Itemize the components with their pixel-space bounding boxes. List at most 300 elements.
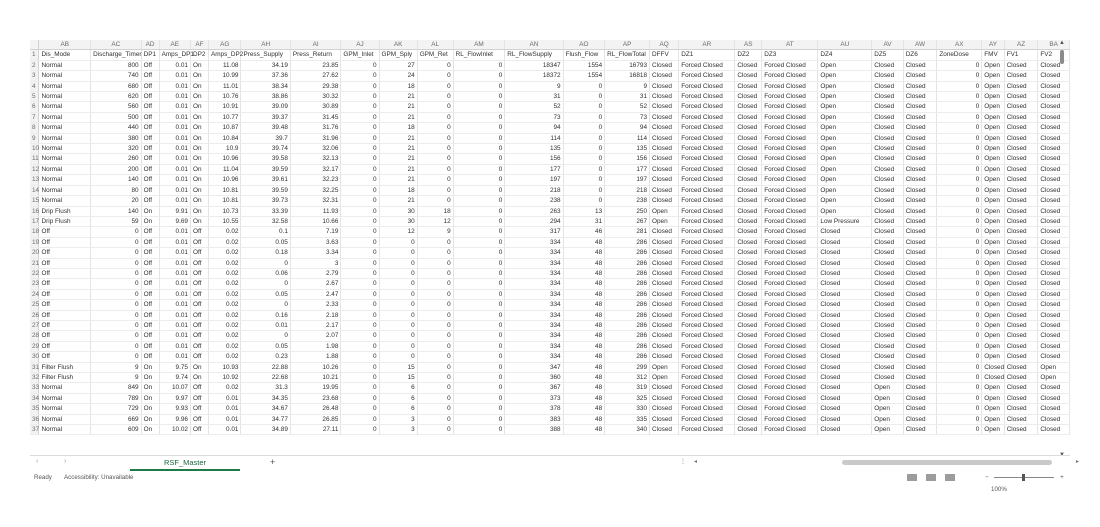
table-cell[interactable]: Closed	[903, 185, 937, 195]
table-cell[interactable]: On	[190, 216, 208, 226]
table-cell[interactable]: 383	[505, 414, 563, 424]
table-cell[interactable]: Closed	[872, 123, 903, 133]
table-cell[interactable]: 21	[379, 154, 417, 164]
table-cell[interactable]: Closed	[872, 71, 903, 81]
table-cell[interactable]: 0.02	[208, 268, 241, 278]
table-cell[interactable]: Off	[141, 81, 159, 91]
table-cell[interactable]: 48	[563, 341, 605, 351]
table-cell[interactable]: 0	[563, 81, 605, 91]
table-cell[interactable]: Forced Closed	[679, 300, 735, 310]
table-cell[interactable]: 0	[937, 185, 982, 195]
table-cell[interactable]: 0	[417, 92, 453, 102]
table-cell[interactable]: 0	[341, 248, 379, 258]
row-number[interactable]: 22	[32, 269, 40, 277]
table-cell[interactable]: 0	[341, 331, 379, 341]
table-cell[interactable]: On	[190, 81, 208, 91]
table-cell[interactable]: 11.93	[290, 206, 341, 216]
table-cell[interactable]: 31.45	[290, 112, 341, 122]
table-cell[interactable]: Closed	[735, 144, 762, 154]
table-cell[interactable]: Closed	[735, 300, 762, 310]
table-cell[interactable]: 9.69	[159, 216, 190, 226]
more-options-icon[interactable]: ⋮	[680, 459, 686, 465]
table-cell[interactable]: On	[190, 185, 208, 195]
table-cell[interactable]: Closed	[818, 373, 872, 383]
table-cell[interactable]: Closed	[818, 404, 872, 414]
table-cell[interactable]: Closed	[903, 154, 937, 164]
table-cell[interactable]: 0	[453, 102, 505, 112]
column-header-cell[interactable]: DZ2	[735, 50, 762, 60]
table-cell[interactable]: 0	[453, 352, 505, 362]
table-cell[interactable]: 0	[379, 331, 417, 341]
table-cell[interactable]: 0	[937, 133, 982, 143]
table-cell[interactable]: 0	[417, 196, 453, 206]
table-cell[interactable]: Closed	[818, 331, 872, 341]
table-cell[interactable]: 94	[505, 123, 563, 133]
table-cell[interactable]: 0	[379, 300, 417, 310]
scroll-left-icon[interactable]: ◂	[694, 459, 698, 465]
table-cell[interactable]: Closed	[872, 279, 903, 289]
table-cell[interactable]: 0.18	[241, 248, 290, 258]
column-letter[interactable]: AN	[505, 40, 563, 50]
column-header-cell[interactable]: FMV	[982, 50, 1004, 60]
table-cell[interactable]: Closed	[735, 206, 762, 216]
scroll-right-icon[interactable]: ▸	[1076, 459, 1080, 465]
table-cell[interactable]: 0	[563, 185, 605, 195]
table-cell[interactable]: Closed	[650, 248, 679, 258]
table-cell[interactable]: 0	[453, 123, 505, 133]
table-cell[interactable]: 0	[453, 268, 505, 278]
table-cell[interactable]: Off	[190, 300, 208, 310]
table-cell[interactable]: 0	[379, 248, 417, 258]
table-cell[interactable]: Closed	[1004, 60, 1038, 70]
table-cell[interactable]: On	[141, 362, 159, 372]
column-header-cell[interactable]: RL_FlowSupply	[505, 50, 563, 60]
column-letter[interactable]: AH	[241, 40, 290, 50]
table-cell[interactable]: Closed	[1004, 414, 1038, 424]
table-cell[interactable]: 0	[453, 196, 505, 206]
table-cell[interactable]: Closed	[872, 289, 903, 299]
table-cell[interactable]: 0	[417, 279, 453, 289]
table-cell[interactable]: Open	[982, 268, 1004, 278]
row-number[interactable]: 4	[30, 81, 39, 91]
table-cell[interactable]: 59	[91, 216, 142, 226]
table-cell[interactable]: 0.05	[241, 341, 290, 351]
table-cell[interactable]: 0.16	[241, 310, 290, 320]
column-header-cell[interactable]: Press_Return	[290, 50, 341, 60]
table-cell[interactable]: 0	[453, 258, 505, 268]
table-cell[interactable]: 177	[505, 164, 563, 174]
row-number[interactable]: 29	[32, 342, 40, 350]
table-cell[interactable]: 0	[417, 362, 453, 372]
table-cell[interactable]: 0.01	[208, 404, 241, 414]
table-cell[interactable]: 0	[417, 352, 453, 362]
table-cell[interactable]: 0.01	[159, 248, 190, 258]
table-cell[interactable]: Off	[39, 268, 91, 278]
table-cell[interactable]: Open	[818, 206, 872, 216]
table-cell[interactable]: Closed	[1004, 71, 1038, 81]
table-cell[interactable]: Forced Closed	[762, 331, 818, 341]
table-cell[interactable]: Closed	[735, 320, 762, 330]
table-cell[interactable]: 0.01	[159, 279, 190, 289]
table-cell[interactable]: 340	[605, 425, 650, 435]
table-cell[interactable]: 0.01	[208, 425, 241, 435]
table-cell[interactable]: 48	[563, 352, 605, 362]
table-cell[interactable]: Open	[982, 352, 1004, 362]
table-cell[interactable]: Open	[872, 393, 903, 403]
table-cell[interactable]: Forced Closed	[679, 175, 735, 185]
table-cell[interactable]: 31.96	[290, 133, 341, 143]
table-cell[interactable]: Off	[39, 320, 91, 330]
table-cell[interactable]: Closed	[1004, 112, 1038, 122]
table-cell[interactable]: On	[190, 154, 208, 164]
table-cell[interactable]: 0.01	[159, 310, 190, 320]
table-cell[interactable]: 0	[563, 123, 605, 133]
table-cell[interactable]: 9.74	[159, 373, 190, 383]
table-cell[interactable]: 18	[379, 123, 417, 133]
table-cell[interactable]: 10.77	[208, 112, 241, 122]
table-cell[interactable]: Closed	[650, 310, 679, 320]
table-cell[interactable]: 334	[505, 289, 563, 299]
table-cell[interactable]: Closed	[1004, 404, 1038, 414]
table-cell[interactable]: 238	[505, 196, 563, 206]
table-cell[interactable]: Forced Closed	[679, 164, 735, 174]
table-cell[interactable]: Off	[190, 414, 208, 424]
table-cell[interactable]: Closed	[872, 373, 903, 383]
table-cell[interactable]: 238	[605, 196, 650, 206]
table-cell[interactable]: Closed	[903, 248, 937, 258]
table-cell[interactable]: Forced Closed	[679, 320, 735, 330]
table-cell[interactable]: 0	[937, 300, 982, 310]
table-cell[interactable]: Closed	[903, 216, 937, 226]
table-cell[interactable]: Closed	[903, 227, 937, 237]
table-cell[interactable]: 0.01	[159, 60, 190, 70]
table-cell[interactable]: Closed	[1038, 352, 1070, 362]
table-cell[interactable]: Closed	[1038, 227, 1070, 237]
table-cell[interactable]: 0.02	[208, 310, 241, 320]
table-cell[interactable]: 11.04	[208, 164, 241, 174]
table-cell[interactable]: Forced Closed	[762, 404, 818, 414]
table-cell[interactable]: Closed	[735, 331, 762, 341]
table-cell[interactable]: Closed	[735, 258, 762, 268]
table-cell[interactable]: 0	[937, 81, 982, 91]
table-cell[interactable]: 10.02	[159, 425, 190, 435]
table-cell[interactable]: Off	[190, 404, 208, 414]
table-cell[interactable]: 334	[505, 310, 563, 320]
table-cell[interactable]: Closed	[650, 154, 679, 164]
table-cell[interactable]: 0	[417, 60, 453, 70]
table-cell[interactable]: 0	[379, 268, 417, 278]
table-cell[interactable]: On	[141, 373, 159, 383]
table-cell[interactable]: Open	[982, 175, 1004, 185]
table-cell[interactable]: 9	[417, 227, 453, 237]
row-number[interactable]: 2	[30, 60, 39, 70]
table-cell[interactable]: Closed	[1038, 175, 1070, 185]
table-cell[interactable]: Forced Closed	[679, 279, 735, 289]
table-cell[interactable]: 680	[91, 81, 142, 91]
column-header-cell[interactable]: RL_FlowTotal	[605, 50, 650, 60]
column-header-cell[interactable]: FV2	[1038, 50, 1070, 60]
table-cell[interactable]: 0	[341, 60, 379, 70]
table-cell[interactable]: Open	[982, 196, 1004, 206]
column-letter[interactable]: AJ	[341, 40, 379, 50]
table-cell[interactable]: 0.05	[241, 237, 290, 247]
table-cell[interactable]: 135	[505, 144, 563, 154]
table-cell[interactable]: 0	[417, 175, 453, 185]
table-cell[interactable]: 27	[379, 60, 417, 70]
table-cell[interactable]: 789	[91, 393, 142, 403]
table-cell[interactable]: 1554	[563, 71, 605, 81]
table-cell[interactable]: Closed	[872, 196, 903, 206]
horizontal-scrollbar[interactable]	[842, 460, 1052, 465]
column-letter[interactable]: AC	[91, 40, 142, 50]
table-cell[interactable]: Off	[190, 248, 208, 258]
spreadsheet-grid[interactable]	[30, 40, 1070, 435]
table-cell[interactable]: Forced Closed	[762, 206, 818, 216]
table-cell[interactable]: Open	[818, 154, 872, 164]
table-cell[interactable]: Closed	[735, 227, 762, 237]
row-number[interactable]: 24	[32, 290, 40, 298]
table-cell[interactable]: Normal	[39, 81, 91, 91]
table-cell[interactable]: Normal	[39, 185, 91, 195]
table-cell[interactable]: 0.01	[159, 175, 190, 185]
table-cell[interactable]: 177	[605, 164, 650, 174]
table-cell[interactable]: Forced Closed	[762, 300, 818, 310]
table-cell[interactable]: Closed	[903, 144, 937, 154]
table-cell[interactable]: Off	[141, 310, 159, 320]
table-cell[interactable]: Forced Closed	[679, 196, 735, 206]
table-cell[interactable]: 0	[379, 258, 417, 268]
table-cell[interactable]: Closed	[1004, 310, 1038, 320]
scroll-up-icon[interactable]: ▲	[1059, 40, 1065, 46]
next-sheet-icon[interactable]: ›	[64, 458, 67, 465]
table-cell[interactable]: Closed	[1004, 144, 1038, 154]
table-cell[interactable]: 2.47	[290, 289, 341, 299]
table-cell[interactable]: Closed	[1038, 164, 1070, 174]
table-cell[interactable]: Forced Closed	[679, 373, 735, 383]
table-cell[interactable]: 0	[91, 279, 142, 289]
table-cell[interactable]: 48	[563, 320, 605, 330]
table-cell[interactable]: Off	[39, 258, 91, 268]
column-header-cell[interactable]: GPM_Inlet	[341, 50, 379, 60]
table-cell[interactable]: Off	[141, 102, 159, 112]
table-cell[interactable]: 18347	[505, 60, 563, 70]
table-cell[interactable]: 0	[91, 268, 142, 278]
table-cell[interactable]: Normal	[39, 144, 91, 154]
table-cell[interactable]: 286	[605, 258, 650, 268]
table-cell[interactable]: 2.17	[290, 320, 341, 330]
table-cell[interactable]: Closed	[903, 331, 937, 341]
table-cell[interactable]: 52	[505, 102, 563, 112]
table-cell[interactable]: 39.74	[241, 144, 290, 154]
table-cell[interactable]: Off	[141, 185, 159, 195]
table-cell[interactable]: Closed	[1038, 92, 1070, 102]
table-cell[interactable]: 15	[379, 373, 417, 383]
table-cell[interactable]: Closed	[1004, 154, 1038, 164]
row-number[interactable]: 25	[32, 301, 40, 309]
table-cell[interactable]: 31	[505, 92, 563, 102]
table-cell[interactable]: 380	[91, 133, 142, 143]
table-cell[interactable]: 10.87	[208, 123, 241, 133]
table-cell[interactable]: Forced Closed	[762, 352, 818, 362]
table-cell[interactable]: Open	[982, 71, 1004, 81]
table-cell[interactable]: 0	[417, 414, 453, 424]
table-cell[interactable]: 0	[563, 196, 605, 206]
table-cell[interactable]: On	[190, 123, 208, 133]
table-cell[interactable]: Closed	[872, 92, 903, 102]
table-cell[interactable]: Closed	[1038, 102, 1070, 112]
table-cell[interactable]: Forced Closed	[679, 60, 735, 70]
table-cell[interactable]: Open	[818, 112, 872, 122]
table-cell[interactable]: 0.01	[159, 352, 190, 362]
table-cell[interactable]: 22.88	[241, 362, 290, 372]
table-cell[interactable]: 0	[453, 393, 505, 403]
zoom-slider[interactable]	[994, 477, 1054, 478]
table-cell[interactable]: Closed	[1004, 268, 1038, 278]
table-cell[interactable]: Closed	[1038, 320, 1070, 330]
table-cell[interactable]: Closed	[818, 362, 872, 372]
table-cell[interactable]: 21	[379, 164, 417, 174]
table-cell[interactable]: 34.35	[241, 393, 290, 403]
column-header-cell[interactable]: Flush_Flow	[563, 50, 605, 60]
table-cell[interactable]: Closed	[650, 352, 679, 362]
table-cell[interactable]: 218	[605, 185, 650, 195]
table-cell[interactable]: 0.02	[208, 383, 241, 393]
table-cell[interactable]: 9.93	[159, 404, 190, 414]
table-cell[interactable]: 286	[605, 268, 650, 278]
table-cell[interactable]: 10.81	[208, 185, 241, 195]
table-cell[interactable]: 32.31	[290, 196, 341, 206]
table-cell[interactable]: 48	[563, 279, 605, 289]
table-cell[interactable]: 10.93	[208, 362, 241, 372]
table-cell[interactable]: 0	[937, 227, 982, 237]
table-cell[interactable]: 0	[341, 71, 379, 81]
table-cell[interactable]: Closed	[1004, 248, 1038, 258]
table-cell[interactable]: 0.23	[241, 352, 290, 362]
table-cell[interactable]: Closed	[735, 154, 762, 164]
table-cell[interactable]: 0	[341, 300, 379, 310]
table-cell[interactable]: Closed	[903, 133, 937, 143]
table-cell[interactable]: 0	[417, 289, 453, 299]
column-header-cell[interactable]: DFFV	[650, 50, 679, 60]
table-cell[interactable]: 114	[605, 133, 650, 143]
table-cell[interactable]: 156	[505, 154, 563, 164]
prev-sheet-icon[interactable]: ‹	[36, 458, 39, 465]
table-cell[interactable]: Closed	[818, 258, 872, 268]
table-cell[interactable]: Off	[141, 341, 159, 351]
table-cell[interactable]: Closed	[1004, 289, 1038, 299]
table-cell[interactable]: 0	[453, 414, 505, 424]
table-cell[interactable]: Normal	[39, 123, 91, 133]
table-cell[interactable]: 7.19	[290, 227, 341, 237]
table-cell[interactable]: 0.02	[208, 237, 241, 247]
table-cell[interactable]: Forced Closed	[679, 112, 735, 122]
table-cell[interactable]: Closed	[1038, 383, 1070, 393]
table-cell[interactable]: 0	[563, 102, 605, 112]
table-cell[interactable]: 334	[505, 237, 563, 247]
column-header-cell[interactable]: DZ5	[872, 50, 903, 60]
table-cell[interactable]: 0.01	[208, 414, 241, 424]
table-cell[interactable]: 0	[341, 92, 379, 102]
table-cell[interactable]: 2.79	[290, 268, 341, 278]
row-number[interactable]: 36	[32, 415, 40, 423]
table-cell[interactable]: 0	[453, 310, 505, 320]
table-cell[interactable]: 6	[379, 393, 417, 403]
table-cell[interactable]: Open	[982, 216, 1004, 226]
table-cell[interactable]: Forced Closed	[679, 310, 735, 320]
table-cell[interactable]: Closed	[1004, 227, 1038, 237]
table-cell[interactable]: On	[141, 404, 159, 414]
table-cell[interactable]: 0	[453, 216, 505, 226]
table-cell[interactable]: 10.99	[208, 71, 241, 81]
row-number[interactable]: 31	[32, 363, 40, 371]
table-cell[interactable]: 0	[341, 206, 379, 216]
table-cell[interactable]: Forced Closed	[762, 248, 818, 258]
table-cell[interactable]: 0	[563, 175, 605, 185]
table-cell[interactable]: 281	[605, 227, 650, 237]
table-cell[interactable]: Closed	[982, 373, 1004, 383]
table-cell[interactable]: Closed	[650, 102, 679, 112]
table-cell[interactable]: Closed	[735, 383, 762, 393]
data-table[interactable]	[30, 40, 1070, 435]
table-cell[interactable]: Closed	[903, 279, 937, 289]
table-cell[interactable]: Closed	[735, 425, 762, 435]
table-cell[interactable]: 0	[417, 320, 453, 330]
table-cell[interactable]: 21	[379, 102, 417, 112]
table-cell[interactable]: Closed	[872, 185, 903, 195]
table-cell[interactable]: 0	[341, 81, 379, 91]
table-cell[interactable]: Off	[141, 258, 159, 268]
row-number[interactable]: 11	[32, 155, 39, 163]
table-cell[interactable]: 0	[379, 341, 417, 351]
table-cell[interactable]: Closed	[818, 393, 872, 403]
table-cell[interactable]: 33.39	[241, 206, 290, 216]
table-cell[interactable]: Closed	[1038, 216, 1070, 226]
table-cell[interactable]: 80	[91, 185, 142, 195]
table-cell[interactable]: Forced Closed	[762, 425, 818, 435]
table-cell[interactable]: 0	[453, 206, 505, 216]
table-cell[interactable]: Open	[1038, 362, 1070, 372]
table-cell[interactable]: Off	[141, 331, 159, 341]
table-cell[interactable]: Forced Closed	[679, 102, 735, 112]
table-cell[interactable]: 218	[505, 185, 563, 195]
table-cell[interactable]: Closed	[903, 60, 937, 70]
row-number[interactable]: 12	[32, 165, 40, 173]
table-cell[interactable]: Closed	[735, 81, 762, 91]
table-cell[interactable]: 0.02	[208, 320, 241, 330]
table-cell[interactable]: 500	[91, 112, 142, 122]
table-cell[interactable]: Off	[141, 175, 159, 185]
table-cell[interactable]: 0	[379, 289, 417, 299]
table-cell[interactable]: On	[190, 362, 208, 372]
table-cell[interactable]: 286	[605, 248, 650, 258]
table-cell[interactable]: 32.23	[290, 175, 341, 185]
table-cell[interactable]: 48	[563, 289, 605, 299]
table-cell[interactable]: 0	[937, 196, 982, 206]
table-cell[interactable]: 0	[417, 71, 453, 81]
table-cell[interactable]: 23.85	[290, 60, 341, 70]
table-cell[interactable]: 388	[505, 425, 563, 435]
table-cell[interactable]: 29.38	[290, 81, 341, 91]
table-cell[interactable]: 0	[341, 373, 379, 383]
table-cell[interactable]: Forced Closed	[762, 258, 818, 268]
table-cell[interactable]: 0	[417, 237, 453, 247]
table-cell[interactable]: Normal	[39, 92, 91, 102]
table-cell[interactable]: Open	[982, 289, 1004, 299]
table-cell[interactable]: Off	[141, 227, 159, 237]
table-cell[interactable]: Off	[39, 227, 91, 237]
table-cell[interactable]: Closed	[1038, 206, 1070, 216]
table-cell[interactable]: 286	[605, 237, 650, 247]
